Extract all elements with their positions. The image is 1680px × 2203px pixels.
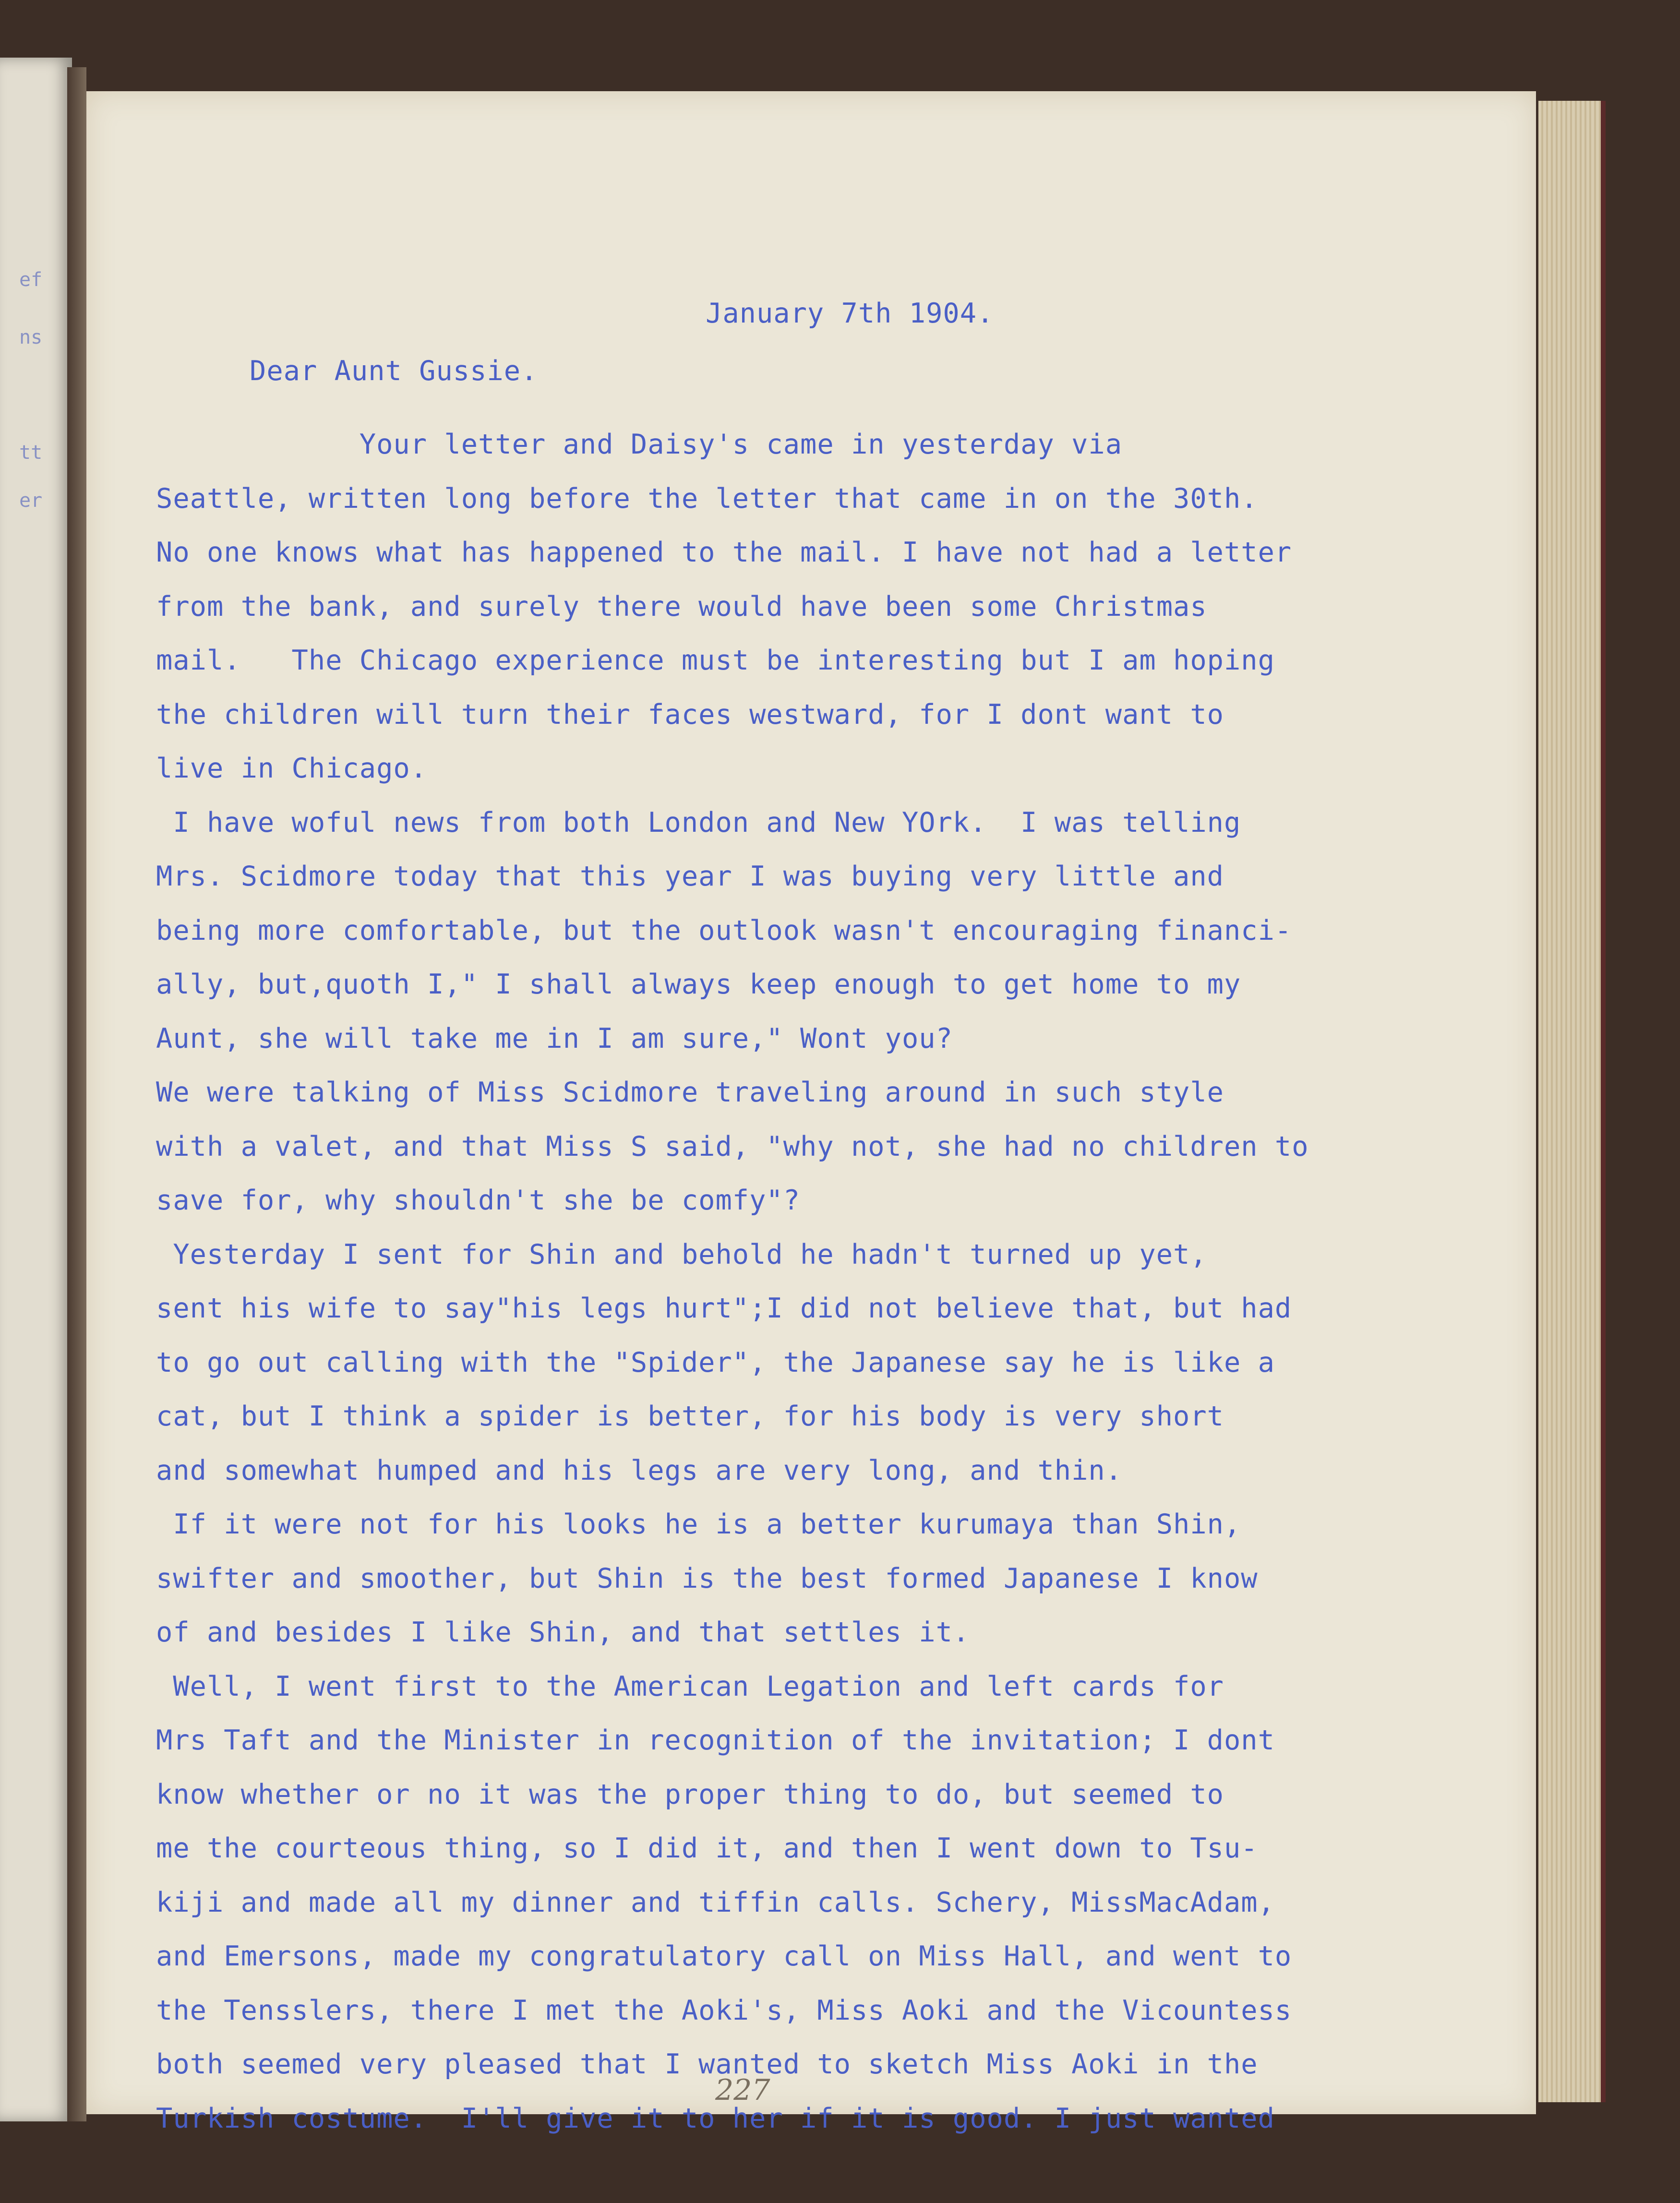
letter-line: me the courteous thing, so I did it, and then I went down to Tsu- [156, 1832, 1258, 1864]
letter-line: We were talking of Miss Scidmore traveling around in such style [156, 1077, 1224, 1108]
letter-line: kiji and made all my dinner and tiffin calls. Schery, MissMacAdam, [156, 1886, 1275, 1918]
letter-date: January 7th 1904. [706, 298, 994, 329]
letter-line: ally, but,quoth I," I shall always keep enough to get home to my [156, 969, 1241, 1000]
letter-line: know whether or no it was the proper thing to do, but seemed to [156, 1778, 1224, 1810]
page-stack-edge [1538, 101, 1606, 2102]
letter-line: the children will turn their faces westward, for I dont want to [156, 698, 1224, 730]
letter-salutation: Dear Aunt Gussie. [250, 355, 538, 387]
letter-line: and somewhat humped and his legs are very long, and thin. [156, 1454, 1123, 1486]
letter-line: Mrs. Scidmore today that this year I was buying very little and [156, 861, 1224, 892]
letter-line: I have woful news from both London and New YOrk. I was telling [156, 806, 1241, 838]
letter-line: Turkish costume. I'll give it to her if it is good. I just wanted [156, 2102, 1275, 2134]
letter-line: mail. The Chicago experience must be interesting but I am hoping [156, 645, 1275, 676]
letter-line: Well, I went first to the American Legation and left cards for [156, 1670, 1224, 1702]
letter-line: sent his wife to say"his legs hurt";I did not believe that, but had [156, 1293, 1292, 1324]
letter-line: Yesterday I sent for Shin and behold he hadn't turned up yet, [156, 1238, 1207, 1270]
page-number: 227 [715, 2073, 770, 2107]
letter-line: If it were not for his looks he is a better kurumaya than Shin, [156, 1509, 1241, 1540]
letter-line: cat, but I think a spider is better, for his body is very short [156, 1401, 1224, 1432]
letter-line: No one knows what has happened to the mail. I have not had a letter [156, 537, 1292, 568]
letter-line: save for, why shouldn't she be comfy"? [156, 1185, 801, 1216]
letter-line: being more comfortable, but the outlook wasn't encouraging financi- [156, 914, 1292, 946]
left-page-fragment: tt [19, 442, 43, 464]
left-page-fragment: ns [19, 326, 43, 348]
letter-line: Seattle, written long before the letter that came in on the 30th. [156, 482, 1258, 515]
letter-line: Aunt, she will take me in I am sure," Wont you? [156, 1022, 953, 1054]
letter-line: and Emersons, made my congratulatory call on Miss Hall, and went to [156, 1940, 1292, 1972]
letter-line: to go out calling with the "Spider", the Japanese say he is like a [156, 1346, 1275, 1378]
letter-line: Your letter and Daisy's came in yesterday via [156, 429, 1123, 460]
letter-line: both seemed very pleased that I wanted to sketch Miss Aoki in the [156, 2048, 1258, 2080]
letter-line: with a valet, and that Miss S said, "why not, she had no children to [156, 1130, 1309, 1162]
letter-line: swifter and smoother, but Shin is the best formed Japanese I know [156, 1562, 1258, 1594]
left-page-fragment: er [19, 490, 43, 512]
letter-line: live in Chicago. [156, 753, 428, 784]
letter-line: the Tensslers, there I met the Aoki's, Miss Aoki and the Vicountess [156, 1994, 1292, 2026]
letter-line: Mrs Taft and the Minister in recognition of the invitation; I dont [156, 1724, 1275, 1756]
letter-line: of and besides I like Shin, and that settles it. [156, 1616, 970, 1648]
left-page-fragment: ef [19, 269, 43, 291]
left-page-edge [0, 58, 72, 2121]
book-gutter [67, 67, 86, 2121]
letter-line: from the bank, and surely there would have been some Christmas [156, 590, 1207, 623]
